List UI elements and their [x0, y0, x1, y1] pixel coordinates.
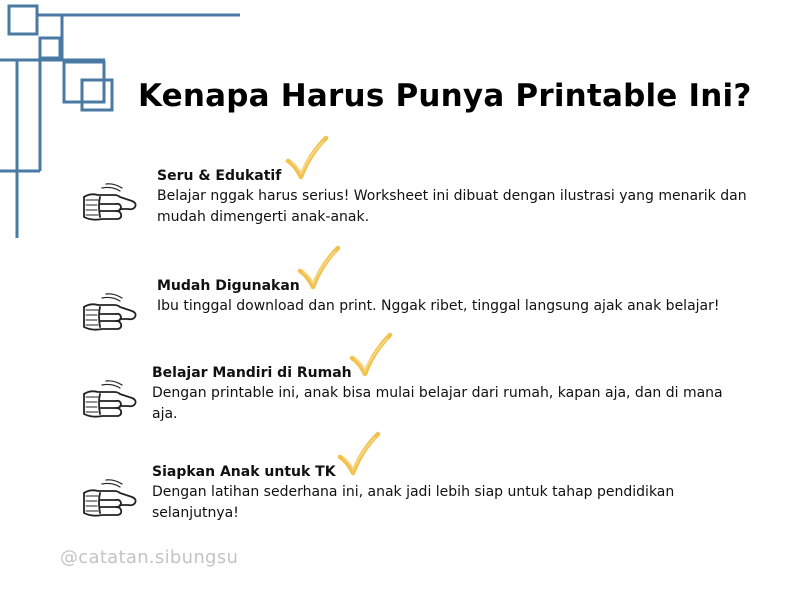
list-item — [80, 461, 770, 551]
pointing-hand-icon — [80, 479, 138, 521]
checkmark-icon — [337, 431, 381, 477]
item-description: Dengan latihan sederhana ini, anak jadi lebih siap untuk tahap pendidikan selanjutnya! — [152, 484, 675, 521]
checkmark-icon — [285, 135, 329, 181]
checkmark-icon — [297, 245, 341, 291]
item-heading: Siapkan Anak untuk TK — [152, 464, 336, 480]
list-item — [80, 275, 770, 365]
pointing-hand-icon — [80, 380, 138, 422]
item-heading: Mudah Digunakan — [157, 278, 300, 294]
list-item — [80, 362, 770, 452]
checkmark-icon — [349, 332, 393, 378]
pointing-hand-icon — [80, 183, 138, 225]
item-heading: Belajar Mandiri di Rumah — [152, 365, 352, 381]
page-title: Kenapa Harus Punya Printable Ini? — [138, 78, 752, 114]
item-description: Belajar nggak harus serius! Worksheet ini dibuat dengan ilustrasi yang menarik dan mudah dimengerti anak-anak. — [157, 188, 747, 225]
item-heading: Seru & Edukatif — [157, 168, 282, 184]
watermark: @catatan.sibungsu — [60, 547, 239, 568]
item-description: Ibu tinggal download dan print. Nggak ribet, tinggal langsung ajak anak belajar! — [157, 298, 720, 314]
item-description: Dengan printable ini, anak bisa mulai belajar dari rumah, kapan aja, dan di mana aja. — [152, 385, 723, 422]
list-item — [80, 165, 770, 255]
pointing-hand-icon — [80, 293, 138, 335]
